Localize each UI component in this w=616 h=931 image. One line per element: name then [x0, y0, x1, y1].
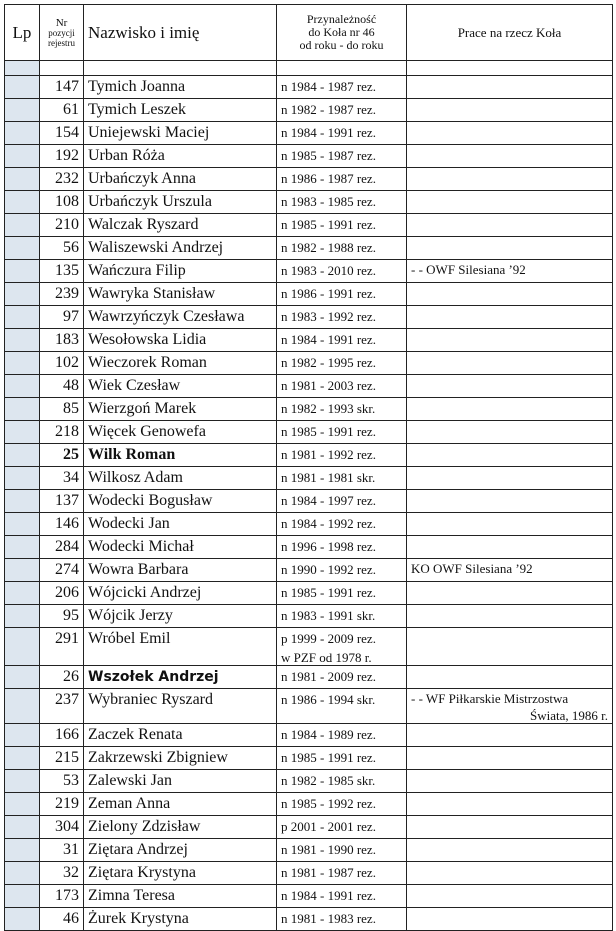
nr-cell: 166 [40, 724, 84, 747]
work-cell [407, 628, 613, 666]
work-cell [407, 770, 613, 793]
lp-cell [5, 770, 40, 793]
lp-cell [5, 666, 40, 689]
nr-cell: 304 [40, 816, 84, 839]
since-cell [277, 770, 407, 793]
lp-cell [5, 885, 40, 908]
name-cell: Wodecki Michał [84, 536, 277, 559]
since-cell [277, 793, 407, 816]
since-text: n 1984 - 1991 rez. [281, 332, 376, 347]
since-cell [277, 260, 407, 283]
nr-cell: 32 [40, 862, 84, 885]
lp-cell [5, 467, 40, 490]
header-work: Prace na rzecz Koła [407, 5, 613, 61]
work-cell [407, 145, 613, 168]
nr-cell [40, 61, 84, 76]
since-cell [277, 237, 407, 260]
name-cell: Walczak Ryszard [84, 214, 277, 237]
lp-cell [5, 628, 40, 666]
work-cell [407, 793, 613, 816]
work-cell [407, 513, 613, 536]
table-row [5, 260, 613, 283]
nr-cell: 34 [40, 467, 84, 490]
work-cell [407, 260, 613, 283]
lp-cell [5, 490, 40, 513]
table-row [5, 122, 613, 145]
work-cell [407, 61, 613, 76]
since-cell [277, 145, 407, 168]
header-name: Nazwisko i imię [84, 5, 277, 61]
nr-cell: 215 [40, 747, 84, 770]
lp-cell [5, 306, 40, 329]
lp-cell [5, 168, 40, 191]
table-row [5, 490, 613, 513]
lp-cell [5, 605, 40, 628]
since-cell [277, 283, 407, 306]
since-text: n 1985 - 1991 rez. [281, 585, 376, 600]
table-row [5, 421, 613, 444]
table-row [5, 329, 613, 352]
nr-cell: 56 [40, 237, 84, 260]
name-cell: Zeman Anna [84, 793, 277, 816]
name-cell [84, 61, 277, 76]
since-text: n 1981 - 1983 rez. [281, 911, 376, 926]
name-cell: Wesołowska Lidia [84, 329, 277, 352]
since-cell [277, 747, 407, 770]
since-text: n 1981 - 1987 rez. [281, 865, 376, 880]
name-cell: Urban Róża [84, 145, 277, 168]
table-row [5, 76, 613, 99]
header-row [5, 5, 613, 61]
name-cell: Ziętara Krystyna [84, 862, 277, 885]
since-cell [277, 444, 407, 467]
work-cell [407, 839, 613, 862]
header-since [277, 5, 407, 61]
since-text: n 1981 - 1981 skr. [281, 470, 376, 485]
lp-cell [5, 352, 40, 375]
lp-cell [5, 862, 40, 885]
since-cell [277, 421, 407, 444]
nr-cell: 31 [40, 839, 84, 862]
lp-cell [5, 793, 40, 816]
since-text: n 1984 - 1989 rez. [281, 727, 376, 742]
since-cell [277, 839, 407, 862]
lp-cell [5, 260, 40, 283]
since-text: n 1983 - 2010 rez. [281, 263, 376, 278]
blank-row [5, 61, 613, 76]
table-row [5, 283, 613, 306]
table-body [5, 61, 613, 931]
table-row [5, 885, 613, 908]
nr-cell: 210 [40, 214, 84, 237]
since-text: n 1984 - 1997 rez. [281, 493, 376, 508]
name-cell: Urbańczyk Anna [84, 168, 277, 191]
table-row [5, 559, 613, 582]
name-cell: Wodecki Bogusław [84, 490, 277, 513]
work-cell [407, 536, 613, 559]
since-cell [277, 605, 407, 628]
since-cell [277, 666, 407, 689]
work-cell [407, 885, 613, 908]
nr-cell: 239 [40, 283, 84, 306]
since-text: n 1984 - 1991 rez. [281, 125, 376, 140]
since-cell [277, 689, 407, 724]
table-row [5, 536, 613, 559]
work-cell [407, 306, 613, 329]
table-row [5, 816, 613, 839]
table-row [5, 191, 613, 214]
nr-cell: 146 [40, 513, 84, 536]
since-cell [277, 536, 407, 559]
nr-cell: 274 [40, 559, 84, 582]
since-text-line2: w PZF od 1978 r. [281, 650, 372, 665]
lp-cell [5, 839, 40, 862]
name-cell: Tymich Joanna [84, 76, 277, 99]
since-cell [277, 398, 407, 421]
since-cell [277, 628, 407, 666]
table-row [5, 605, 613, 628]
since-text: n 1985 - 1992 rez. [281, 796, 376, 811]
name-cell: Urbańczyk Urszula [84, 191, 277, 214]
table-row [5, 214, 613, 237]
work-cell [407, 421, 613, 444]
nr-cell: 48 [40, 375, 84, 398]
table-row [5, 908, 613, 931]
name-cell: Waliszewski Andrzej [84, 237, 277, 260]
since-text: n 1983 - 1992 rez. [281, 309, 376, 324]
name-cell: Tymich Leszek [84, 99, 277, 122]
since-cell [277, 582, 407, 605]
since-text: n 1985 - 1991 rez. [281, 424, 376, 439]
lp-cell [5, 122, 40, 145]
name-cell: Wodecki Jan [84, 513, 277, 536]
header-nr-line1: Nr [55, 16, 68, 29]
since-text: n 1981 - 1992 rez. [281, 447, 376, 462]
name-cell: Wawrzyńczyk Czesława [84, 306, 277, 329]
since-text: n 1982 - 1993 skr. [281, 401, 376, 416]
work-cell [407, 908, 613, 931]
name-cell: Wierzgoń Marek [84, 398, 277, 421]
lp-cell [5, 214, 40, 237]
since-cell [277, 306, 407, 329]
table-row [5, 237, 613, 260]
nr-cell: 147 [40, 76, 84, 99]
since-text: n 1982 - 1988 rez. [281, 240, 376, 255]
work-text-line2: Świata, 1986 r. [530, 708, 608, 723]
nr-cell: 219 [40, 793, 84, 816]
nr-cell: 154 [40, 122, 84, 145]
name-cell: Zimna Teresa [84, 885, 277, 908]
since-cell [277, 885, 407, 908]
since-text: n 1985 - 1991 rez. [281, 217, 376, 232]
table-row [5, 724, 613, 747]
nr-cell: 237 [40, 689, 84, 724]
nr-cell: 108 [40, 191, 84, 214]
nr-cell: 192 [40, 145, 84, 168]
work-cell [407, 168, 613, 191]
name-cell: Zakrzewski Zbigniew [84, 747, 277, 770]
since-text: n 1985 - 1991 rez. [281, 750, 376, 765]
work-cell [407, 666, 613, 689]
name-cell: Uniejewski Maciej [84, 122, 277, 145]
name-cell: Wowra Barbara [84, 559, 277, 582]
since-cell [277, 467, 407, 490]
lp-cell [5, 747, 40, 770]
nr-cell: 85 [40, 398, 84, 421]
since-text: n 1982 - 1987 rez. [281, 102, 376, 117]
work-cell [407, 99, 613, 122]
since-cell [277, 352, 407, 375]
work-cell [407, 467, 613, 490]
since-text: n 1990 - 1992 rez. [281, 562, 376, 577]
work-cell [407, 724, 613, 747]
since-cell [277, 513, 407, 536]
table-row [5, 444, 613, 467]
name-cell: Wybraniec Ryszard [84, 689, 277, 724]
since-cell [277, 214, 407, 237]
table-row [5, 582, 613, 605]
work-cell [407, 444, 613, 467]
name-cell: Wszołek Andrzej [84, 666, 277, 689]
since-text: n 1983 - 1985 rez. [281, 194, 376, 209]
lp-cell [5, 421, 40, 444]
nr-cell: 53 [40, 770, 84, 793]
since-text: n 1984 - 1992 rez. [281, 516, 376, 531]
lp-cell [5, 582, 40, 605]
name-cell: Wawryka Stanisław [84, 283, 277, 306]
lp-cell [5, 99, 40, 122]
lp-cell [5, 398, 40, 421]
name-cell: Zielony Zdzisław [84, 816, 277, 839]
lp-cell [5, 191, 40, 214]
work-cell [407, 689, 613, 724]
table-row [5, 398, 613, 421]
work-cell [407, 122, 613, 145]
work-cell [407, 862, 613, 885]
work-text: - - WF Piłkarskie Mistrzostwa [411, 691, 569, 706]
table-row [5, 306, 613, 329]
header-since-line2: do Koła nr 46 [308, 25, 375, 39]
header-since-line1: Przynależność [306, 12, 377, 26]
since-text: n 1985 - 1987 rez. [281, 148, 376, 163]
work-cell [407, 237, 613, 260]
since-text: n 1986 - 1987 rez. [281, 171, 376, 186]
name-cell: Wilk Roman [84, 444, 277, 467]
work-cell [407, 76, 613, 99]
lp-cell [5, 145, 40, 168]
since-text: n 1981 - 2003 rez. [281, 378, 376, 393]
header-nr [40, 5, 84, 61]
table-row [5, 375, 613, 398]
since-cell [277, 329, 407, 352]
header-nr-line3: rejestru [48, 37, 75, 48]
since-text: n 1981 - 1990 rez. [281, 842, 376, 857]
since-text: p 2001 - 2001 rez. [281, 819, 376, 834]
nr-cell: 232 [40, 168, 84, 191]
since-cell [277, 76, 407, 99]
table-row [5, 839, 613, 862]
work-cell [407, 582, 613, 605]
lp-cell [5, 908, 40, 931]
lp-cell [5, 61, 40, 76]
work-cell [407, 214, 613, 237]
table-row [5, 99, 613, 122]
name-cell: Wójcicki Andrzej [84, 582, 277, 605]
nr-cell: 61 [40, 99, 84, 122]
name-cell: Wieczorek Roman [84, 352, 277, 375]
table-row [5, 793, 613, 816]
since-cell [277, 168, 407, 191]
work-cell [407, 191, 613, 214]
since-cell [277, 61, 407, 76]
since-text: n 1986 - 1994 skr. [281, 692, 376, 707]
since-cell [277, 816, 407, 839]
work-cell [407, 605, 613, 628]
nr-cell: 95 [40, 605, 84, 628]
lp-cell [5, 375, 40, 398]
table-row [5, 145, 613, 168]
since-cell [277, 122, 407, 145]
since-cell [277, 724, 407, 747]
nr-cell: 218 [40, 421, 84, 444]
header-nr-line2: pozycji [48, 27, 75, 38]
nr-cell: 102 [40, 352, 84, 375]
nr-cell: 26 [40, 666, 84, 689]
since-cell [277, 862, 407, 885]
table-row [5, 747, 613, 770]
table-row [5, 770, 613, 793]
since-text: p 1999 - 2009 rez. [281, 631, 376, 646]
since-text: n 1982 - 1985 skr. [281, 773, 376, 788]
work-cell [407, 283, 613, 306]
header-since-line3: od roku - do roku [299, 38, 384, 52]
lp-cell [5, 724, 40, 747]
since-cell [277, 375, 407, 398]
work-cell [407, 375, 613, 398]
name-cell: Zalewski Jan [84, 770, 277, 793]
work-text: KO OWF Silesiana ’92 [411, 561, 533, 576]
since-text: n 1996 - 1998 rez. [281, 539, 376, 554]
name-cell: Wójcik Jerzy [84, 605, 277, 628]
work-cell [407, 490, 613, 513]
nr-cell: 206 [40, 582, 84, 605]
since-text: n 1986 - 1991 rez. [281, 286, 376, 301]
work-cell [407, 329, 613, 352]
since-text: n 1981 - 2009 rez. [281, 669, 376, 684]
register-table [4, 4, 613, 931]
lp-cell [5, 536, 40, 559]
nr-cell: 173 [40, 885, 84, 908]
since-text: n 1984 - 1991 rez. [281, 888, 376, 903]
name-cell: Żurek Krystyna [84, 908, 277, 931]
work-text: - - OWF Silesiana ’92 [411, 262, 526, 277]
name-cell: Więcek Genowefa [84, 421, 277, 444]
table-row [5, 862, 613, 885]
lp-cell [5, 444, 40, 467]
work-cell [407, 816, 613, 839]
lp-cell [5, 283, 40, 306]
nr-cell: 135 [40, 260, 84, 283]
work-cell [407, 352, 613, 375]
work-cell [407, 559, 613, 582]
since-cell [277, 99, 407, 122]
work-cell [407, 747, 613, 770]
since-cell [277, 908, 407, 931]
table-row [5, 168, 613, 191]
name-cell: Wiek Czesław [84, 375, 277, 398]
lp-cell [5, 329, 40, 352]
nr-cell: 137 [40, 490, 84, 513]
nr-cell: 291 [40, 628, 84, 666]
nr-cell: 97 [40, 306, 84, 329]
nr-cell: 284 [40, 536, 84, 559]
work-cell [407, 398, 613, 421]
nr-cell: 25 [40, 444, 84, 467]
name-cell: Wróbel Emil [84, 628, 277, 666]
nr-cell: 183 [40, 329, 84, 352]
name-cell: Wańczura Filip [84, 260, 277, 283]
lp-cell [5, 689, 40, 724]
table-row [5, 513, 613, 536]
since-cell [277, 490, 407, 513]
since-cell [277, 191, 407, 214]
since-cell [277, 559, 407, 582]
table-row [5, 689, 613, 724]
since-text: n 1984 - 1987 rez. [281, 79, 376, 94]
name-cell: Zaczek Renata [84, 724, 277, 747]
table-row [5, 467, 613, 490]
name-cell: Ziętara Andrzej [84, 839, 277, 862]
name-cell: Wilkosz Adam [84, 467, 277, 490]
table-row [5, 352, 613, 375]
table-row [5, 666, 613, 689]
lp-cell [5, 559, 40, 582]
table-row [5, 628, 613, 666]
lp-cell [5, 76, 40, 99]
lp-cell [5, 237, 40, 260]
since-text: n 1983 - 1991 skr. [281, 608, 376, 623]
since-text: n 1982 - 1995 rez. [281, 355, 376, 370]
lp-cell [5, 513, 40, 536]
nr-cell: 46 [40, 908, 84, 931]
header-lp: Lp [5, 5, 40, 61]
lp-cell [5, 816, 40, 839]
